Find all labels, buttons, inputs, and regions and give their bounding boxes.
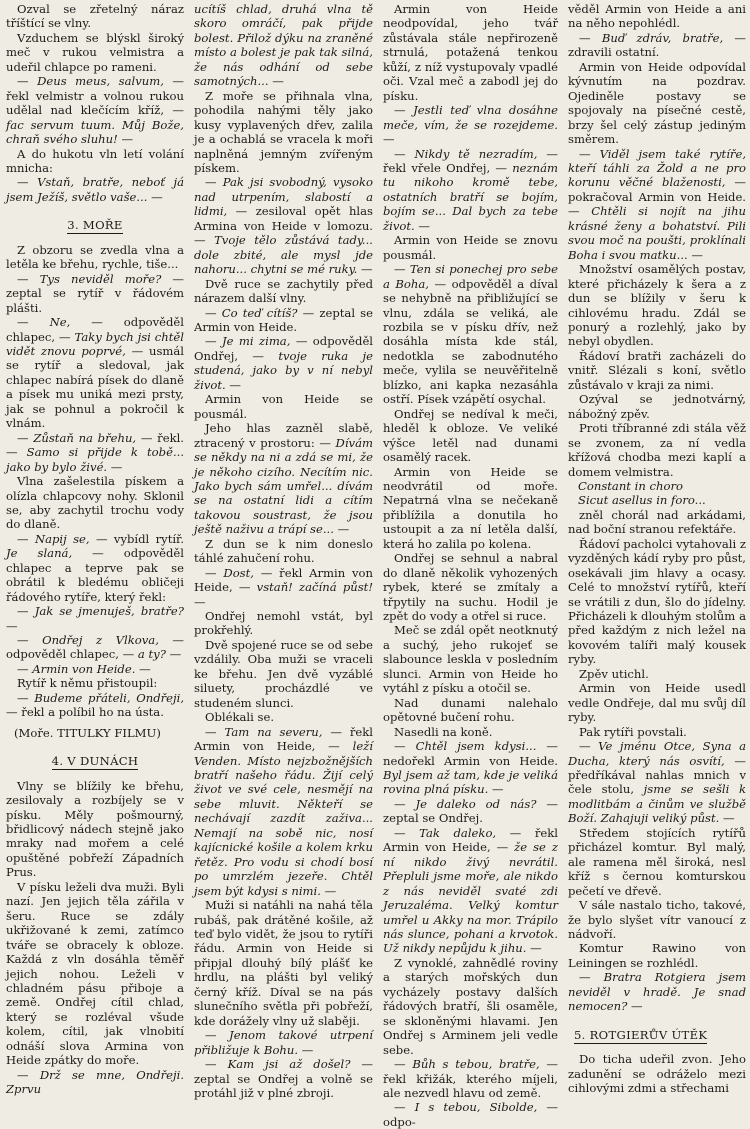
- paragraph: Z dun se k nim doneslo táhlé zahučení rohu.: [194, 536, 373, 566]
- paragraph: Vzduchem se blýskl široký meč v rukou velmistra a udeřil chlapce po rameni.: [6, 30, 184, 74]
- paragraph: — Tam na severu, — řekl Armin von Heide, — leží Venden. Místo nejzbožnějších bratří našeho řádu. Žijí celý život ve své cele, nesmějí na sebe mluvit. Někteří se nechávají zazdít zaživa... Nemají na sobě nic, nosí kajícnické košile a kolem krku řetěz. Pro vodu si chodí bosí po umrzlém jezeře. Chtěl jsem být kdysi s nimi. —: [194, 724, 374, 898]
- latin-verse: Sicut asellus in foro...: [578, 493, 706, 508]
- paragraph: Dvě ruce se zachytily před nárazem další vlny.: [194, 276, 373, 306]
- paragraph: Meč se zdál opět neotknutý a suchý, jeho rukojeť se slabounce leskla v posledním slunci. Armin von Heide ho vytáhl z písku a otočil se.: [383, 623, 558, 696]
- paragraph: ucítíš chlad, druhá vlna tě skoro omráčí, pak přijde bolest. Přilož dýku na zraněné místo a bolest je pak tak silná, že nás odhání od sebe samotných... —: [194, 2, 373, 89]
- paragraph: — Viděl jsem také rytíře, kteří táhli za Žold a ne pro korunu věčné blaženosti, — pokračoval Armin von Heide. — Chtěli si nojít na jihu krásné ženy a bohatství. Pili svou moč na poušti, proklínali Boha i svou matku... —: [568, 146, 747, 262]
- paragraph: — Je daleko od nás? — zeptal se Ondřej.: [383, 796, 558, 826]
- paragraph: — Vstaň, bratře, neboť já jsem Ježíš, světlo vaše... —: [6, 175, 185, 204]
- paragraph: — I s tebou, Sibolde, — odpo-: [383, 1100, 559, 1129]
- paragraph: — Tys neviděl moře? — zeptal se rytíř v řádovém plášti.: [6, 271, 185, 315]
- paragraph: Armin von Heide se neodvrátil od moře. Nepatrná vlna se nečekaně přiblížila a donutila ho ustoupit a za ní letěla další, která ho zalila po kolena.: [383, 464, 558, 551]
- paragraph: zněl chorál nad arkádami, nad boční stranou refektáře.: [568, 507, 746, 537]
- paragraph: Armin von Heide neodpovídal, jeho tvář zůstávala stále nepřirozeně strnulá, potažená tenkou kůží, z níž vystupovaly vpadlé oči. Vzal meč a zabodl jej do písku.: [383, 2, 558, 103]
- paragraph: — Nikdy tě nezradím, — řekl vřele Ondřej, — neznám tu nikoho kromě tebe, ostatních bratří se bojím, bojím se... Dal bych za tebe život. —: [383, 146, 558, 233]
- latin-verse: Constant in choro: [578, 478, 683, 493]
- paragraph: Rytíř k němu přistoupil:: [17, 676, 158, 691]
- paragraph: Armin von Heide se znovu pousmál.: [383, 233, 558, 262]
- paragraph: — Buď zdráv, bratře, — zdravili ostatní.: [568, 30, 746, 60]
- paragraph: Množství osamělých postav, které přicházely k šera a z dun se blížily v šeru k cihlovému hradu. Zdál se ponurý a rozlehlý, jako by nebyl obydlen.: [568, 262, 746, 349]
- paragraph: — Bratra Rotgiera jsem neviděl v hradě. Je snad nemocen? —: [568, 970, 747, 1014]
- section-heading-dunach: 4. V DUNÁCH: [51, 754, 139, 769]
- paragraph: — Ve jménu Otce, Syna a Ducha, který nás osvítí, — předříkával nahlas mnich v čele stolu, jsme se sešli k modlitbám a činům ve službě Boží. Zahajuji veliký půst. —: [568, 739, 747, 826]
- paragraph: Ondřej nemohl vstát, byl prokřehlý.: [194, 609, 373, 638]
- paragraph: Z obzoru se zvedla vlna a letěla ke břehu, rychle, tiše...: [6, 242, 184, 272]
- paragraph: — Deus meus, salvum, — řekl velmistr a volnou rukou udělal nad klečícím kříž, — fac servum tuum. Můj Bože, chraň svého sluhu! —: [6, 74, 185, 147]
- paragraph: — Chtěl jsem kdysi... — nedořekl Armin von Heide. Byl jsem až tam, kde je veliká rovina plná písku. —: [383, 739, 559, 797]
- text-column-1: [6, 2, 185, 1097]
- paragraph: Řádoví pacholci vytahovali z vyzděných kádí ryby pro půst, osekávali jim hlavy a ocasy. Celé to množství rytířů, kteří se vrátili z dun, šlo do jídelny. Přicházeli k dlouhým stolům a před každým z nich ležel na kovovém talíři malý kousek ryby.: [568, 536, 746, 667]
- paragraph: Řádoví bratři zacházeli do vnitř. Slézali s koní, světlo zůstávalo v kraji za nimi.: [568, 348, 746, 392]
- paragraph: Z moře se přihnala vlna, pohodila nahými těly jako kusy vyplavených dřev, zalila je a ochablá se vracela k moři naplněná jemným zvířeným pískem.: [194, 88, 373, 175]
- paragraph: — Dost, — řekl Armin von Heide, — vstaň! začíná půst! —: [194, 565, 373, 609]
- paragraph: — Jestli teď vlna dosáhne meče, vím, že se rozejdeme. —: [383, 103, 558, 147]
- paragraph: — Bůh s tebou, bratře, — řekl křižák, kterého míjeli, ale nezvedl hlavu od země.: [383, 1057, 559, 1100]
- paragraph: — Pak jsi svobodný, vysoko nad utrpením, slabostí a lidmi, — zesiloval opět hlas Armina von Heide v lomozu. — Tvoje tělo zůstává tady... dole zbité, ale mysl jde nahoru... chytni se mé ruky. —: [194, 175, 373, 277]
- paragraph: Komtur Rawino von Leiningen se rozhlédl.: [568, 941, 746, 970]
- paragraph: Nad dunami nalehalo opětovné bučení rohu.: [383, 695, 558, 725]
- paragraph: V písku leželi dva muži. Byli nazí. Jen jejich těla zářila v šeru. Ruce se zdály ukřižované k zemi, zatímco tváře se obracely k obloze. Každá z vln dosáhla těměř jejich nohou. Leželi v chladném pásu přiboje a země. Ondřej cítil chlad, který se rozléval všude kolem, cítil, jak vlnobití odnáší slova Armina von Heide zpátky do moře.: [6, 879, 184, 1068]
- paragraph: — Jak se jmenuješ, bratře? —: [6, 604, 184, 633]
- paragraph: Ozval se zřetelný náraz tříštící se vlny.: [6, 2, 184, 31]
- paragraph: — Ondřej z Vlkova, — odpověděl chlapec, — a ty? —: [6, 633, 185, 662]
- paragraph: Ondřej se sehnul a nabral do dlaně několik vyhozených rybek, které se zmítaly a třpytily na suchu. Hodil je zpět do vody a otřel si ruce.: [383, 551, 558, 624]
- paragraph: Zpěv utichl.: [579, 666, 649, 681]
- paragraph: Ondřej se nedíval k meči, hleděl k obloze. Ve veliké výšce letěl nad dunami osamělý racek.: [383, 406, 558, 465]
- paragraph: Ozýval se jednotvárný, nábožný zpěv.: [568, 392, 746, 421]
- paragraph: Muži si natáhli na nahá těla rubáš, pak drátěné košile, až teď bylo vidět, že jsou to rytíři řádu. Armin von Heide si připjal dlouhý bílý plášť ke hrdlu, na plášti byl veliký černý kříž. Díval se na pás slunečního světla při pobřeží, kde dorážely vlny už slaběji.: [194, 898, 373, 1028]
- paragraph: Pak rytíři povstali.: [579, 724, 687, 739]
- paragraph: Proti tříbranné zdi stála věž se zvonem, za ní vedla křížová chodba mezi kaplí a domem velmistra.: [568, 421, 746, 479]
- paragraph: A do hukotu vln letí volání mnicha:: [6, 146, 184, 175]
- paragraph: Armin von Heide odpovídal kývnutím na pozdrav. Ojediněle postavy se spojovaly na písečné cestě, brzy šel celý zástup jediným směrem.: [568, 59, 746, 147]
- paragraph: — Napij se, — vybídl rytíř. Je slaná, — odpověděl chlapec a teprve pak se obrátil k bledému obličeji řádového rytíře, který řekl:: [6, 531, 185, 604]
- paragraph: Nasedli na koně.: [394, 724, 493, 739]
- paragraph: Oblékali se.: [205, 710, 275, 725]
- paragraph: — Co teď cítíš? — zeptal se Armin von Heide.: [194, 305, 373, 334]
- paragraph: — Armin von Heide. —: [17, 661, 151, 676]
- paragraph: Dvě spojené ruce se od sebe vzdálily. Oba muži se vraceli ke břehu. Jen dvě vyzáblé siluety, procházdlé ve studeném slunci.: [194, 637, 373, 710]
- paragraph: — Je mi zima, — odpověděl Ondřej, — tvoje ruka je studená, jako by v ní nebyl život. —: [194, 334, 374, 392]
- paragraph: Do ticha udeřil zvon. Jeho zadunění se odráželo mezi cihlovými zdmi a střechami: [568, 1052, 746, 1096]
- paragraph: Vlny se blížily ke břehu, zesilovaly a rozbíjely se v písku. Měly pošmourný, břidlicový nádech stejně jako mraky nad mořem a celé opuštěné pobřeží Západních Prus.: [6, 778, 184, 880]
- text-column-4: [568, 2, 747, 1096]
- paragraph: — Budeme přáteli, Ondřeji, — řekl a políbil ho na ústa.: [6, 690, 185, 720]
- paragraph: Vlna zašelestila pískem a olízla chlapcovy nohy. Sklonil se, aby zachytil trochu vody do dlaně.: [6, 474, 184, 532]
- paragraph: Armin von Heide se pousmál.: [194, 392, 373, 421]
- paragraph: Jeho hlas zazněl slabě, ztracený v prostoru: — Dívám se někdy na ni a zdá se mi, že je někoho cizího. Necítím nic. Jako bych sám umřel... dívám se na ostatní lidi a cítím takovou soustrast, že jsou ještě naživu a trápí se... —: [194, 421, 373, 537]
- text-column-2: [194, 2, 374, 1100]
- paragraph: — Jenom takové utrpení přibližuje k Bohu. —: [194, 1028, 374, 1057]
- paragraph: Armin von Heide usedl vedle Ondřeje, dal mu svůj díl ryby.: [568, 681, 746, 725]
- paragraph: věděl Armin von Heide a ani na něho nepohlédl.: [568, 2, 746, 31]
- section-heading-utek: 5. ROTGIERŮV ÚTĚK: [574, 1027, 708, 1042]
- section-heading-more: 3. MOŘE: [67, 218, 123, 233]
- paragraph: — Drž se mne, Ondřeji. Zprvu: [6, 1067, 184, 1097]
- paragraph: — Ten si ponechej pro sebe a Boha, — odpověděl a díval se nehybně na přibližující se vlnu, zdála se veliká, ale rozbila se v písku dřív, než dosáhla místa kde stál, nedotkla se zabodnutého meče, vylila se neuvěřitelně blízko, ani kapka nezasáhla ostří. Písek vzápětí osychal.: [383, 262, 558, 407]
- paragraph: Středem stojících rytířů přicházel komtur. Byl malý, ale ramena měl široká, nesl kříž s černou komturskou pečetí ve dřevě.: [568, 825, 746, 898]
- text-column-3: [383, 2, 559, 1129]
- paragraph: — Zůstaň na břehu, — řekl. — Samo si přijde k tobě... jako by bylo živé. —: [6, 430, 185, 474]
- paragraph: V sále nastalo ticho, takové, že bylo slyšet vítr vanoucí z nádvoří.: [568, 898, 746, 941]
- paragraph: — Tak daleko, — řekl Armin von Heide, — že se z ní nikdo živý nevrátil. Přepluli jsme moře, ale nikdo z nás neviděl svaté zdi Jeruzaléma. Velký komtur umřel u Akky na mor. Trápilo nás slunce, pohani a krvotok. Už nikdy nepůjdu k jihu. —: [383, 825, 558, 956]
- paragraph: — Ne, — odpověděl chlapec, — Taky bych jsi chtěl vidět znovu poprvé, — usmál se rytíř a sledoval, jak chlapec nabírá písek do dlaně a písek mu uniká mezi prsty, jak se pohnul a pokročil k vlnám.: [6, 315, 185, 431]
- paragraph: Z vynoklé, zahnědlé roviny a starých mořských dun vycházely postavy dalších řádových bratří, šli osaměle, se skloněnými hlavami. Jen Ondřej s Arminem jeli vedle sebe.: [383, 955, 558, 1057]
- film-caption: (Moře. TITULKY FILMU): [14, 725, 161, 740]
- paragraph: — Kam jsi až došel? — zeptal se Ondřej a volně se protáhl již v plné zbroji.: [194, 1057, 373, 1100]
